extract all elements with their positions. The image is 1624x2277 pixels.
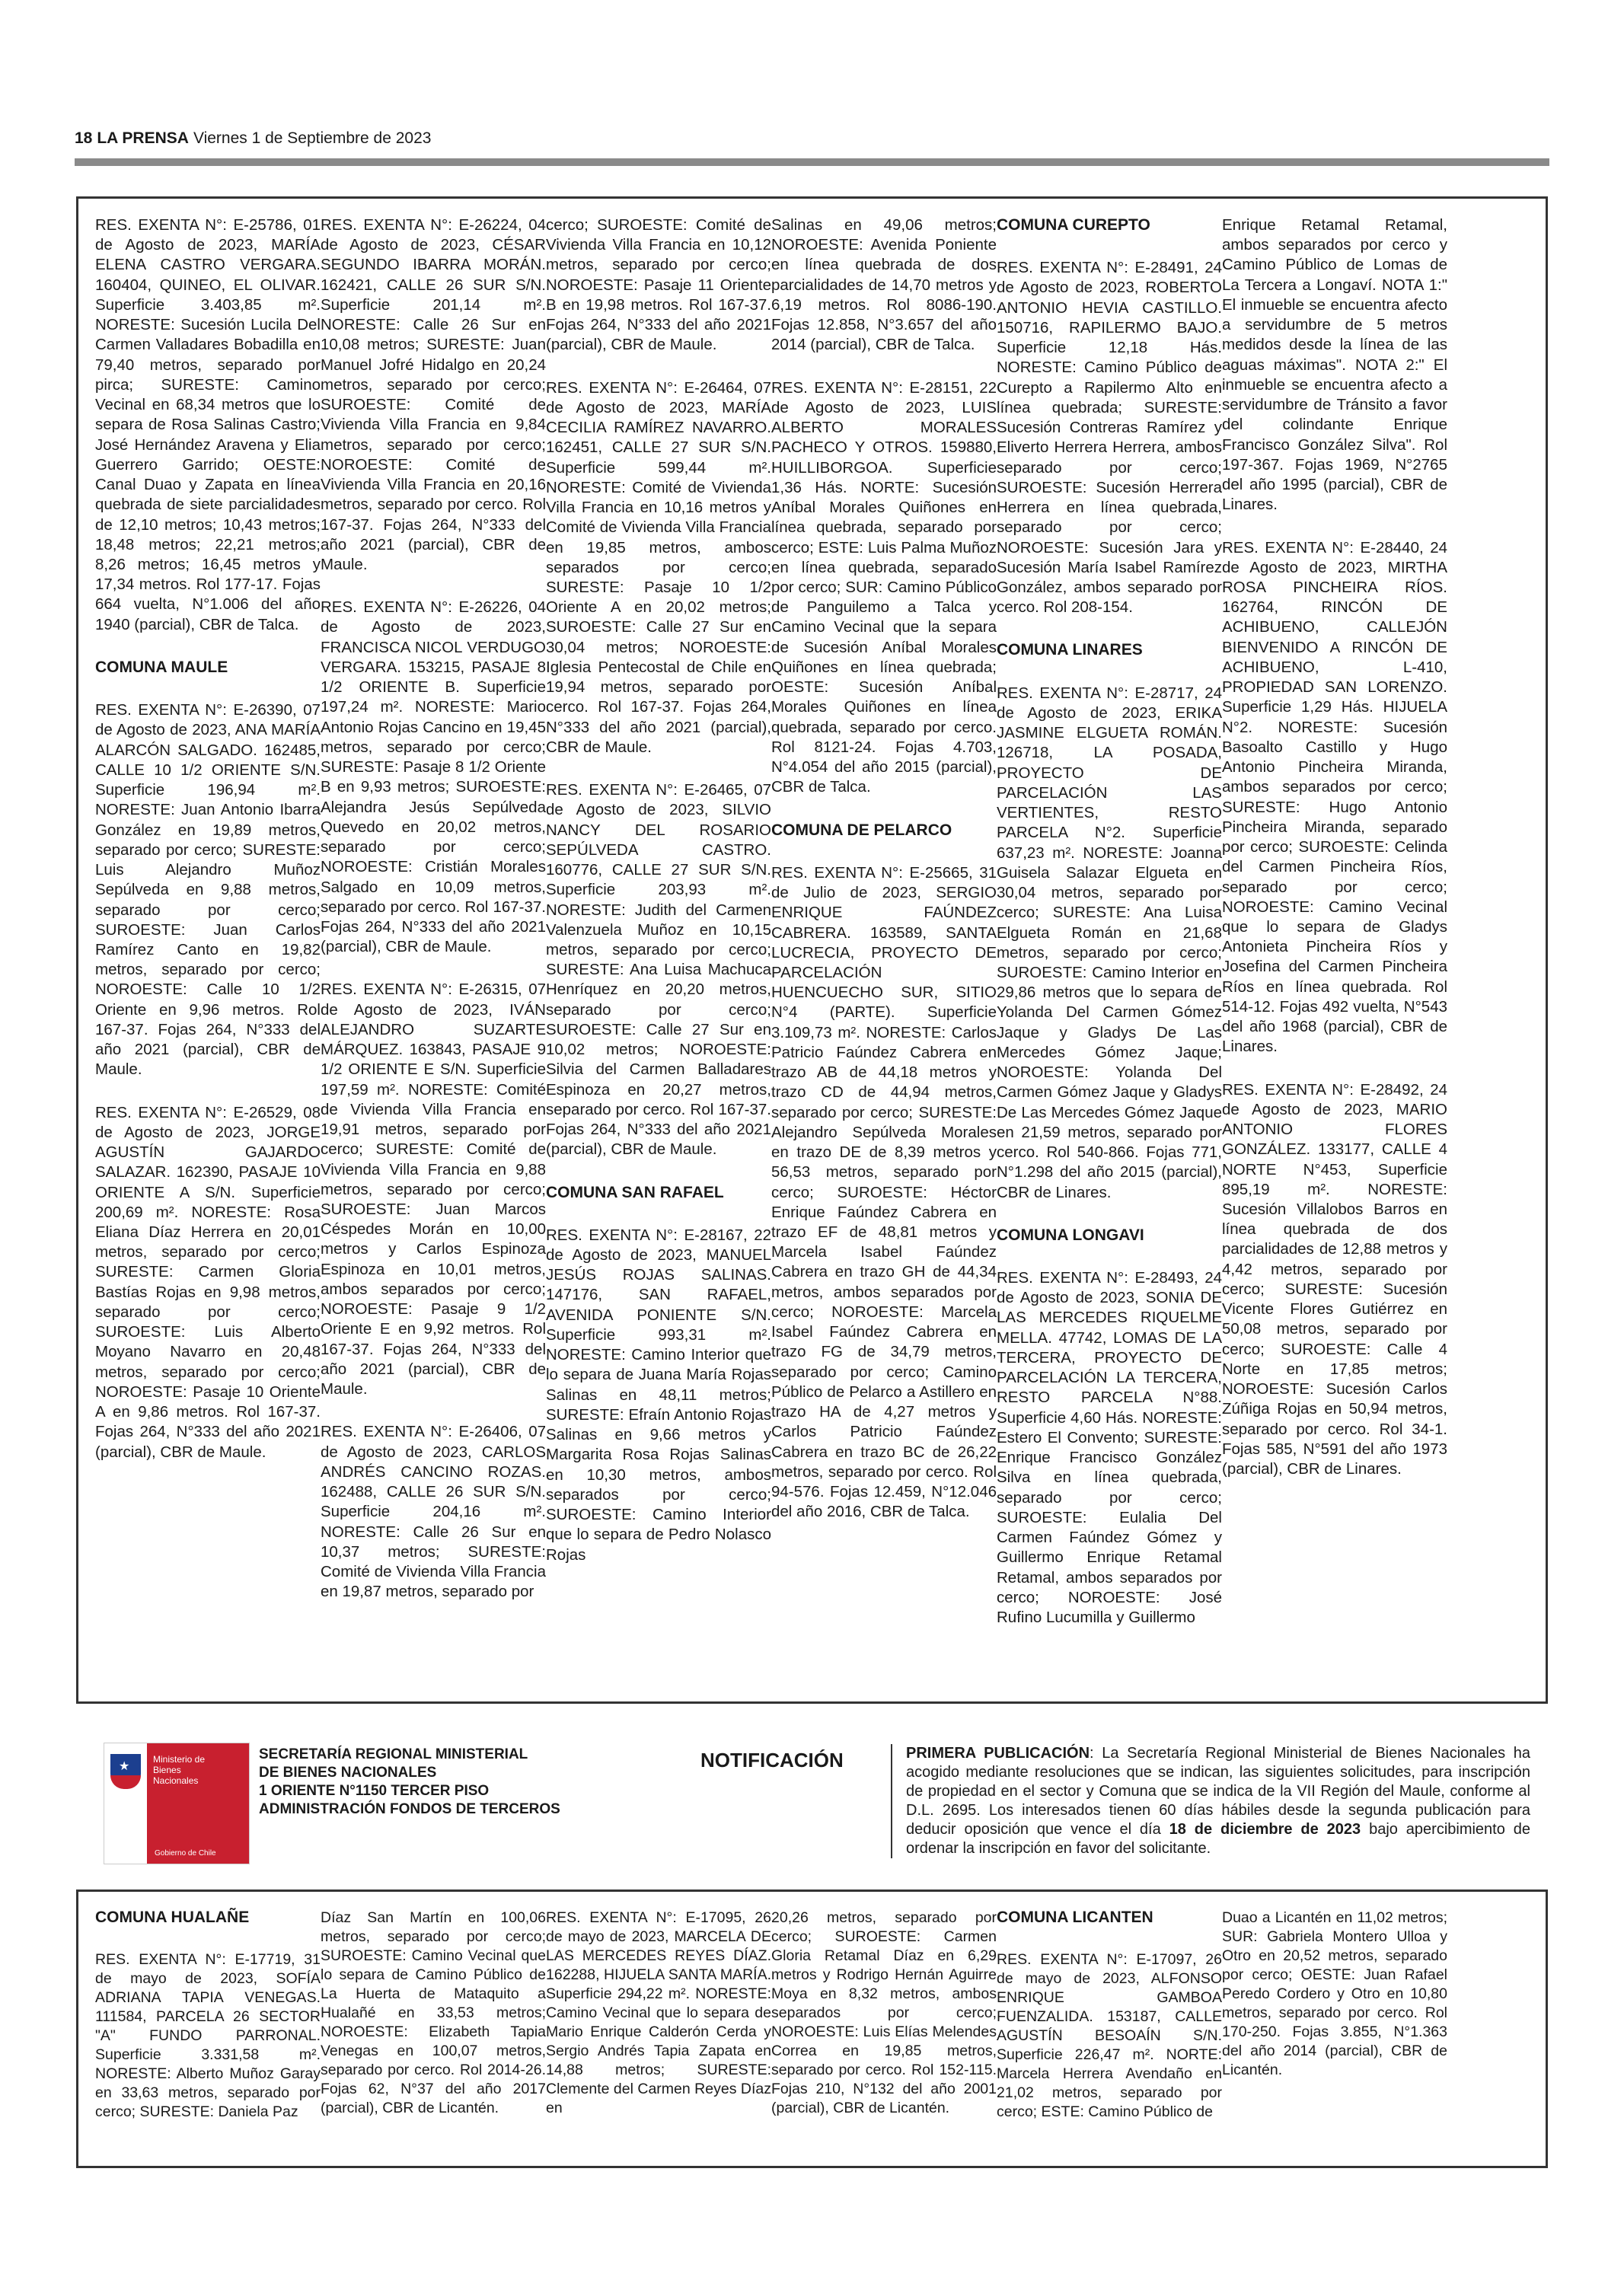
publication-label: PRIMERA PUBLICACIÓN (906, 1745, 1090, 1762)
notice-column (771, 1909, 997, 2140)
notification-banner (76, 1733, 1548, 1875)
notice-paragraph: RES. EXENTA N°: E-28167, 22 de Agosto de 2023, MANUEL JESÚS ROJAS SALINAS. 147176, SAN RAFAEL, AVENIDA PONIENTE S/N. Superficie 993,31 m². NORESTE: Camino Interior que lo separa de Juana María Rojas Salinas en 48,11 metros; SURESTE: Efraín Antonio Rojas Salinas en 9,66 metros y Margarita Rosa Rojas Salinas en 10,30 metros, ambos separados por cerco; SUROESTE: Camino Interior que lo separa de Pedro Nolasco Rojas (546, 1226, 771, 1564)
notice-column (95, 1909, 321, 2145)
notice-paragraph: RES. EXENTA N°: E-26529, 08 de Agosto de 2023, JORGE AGUSTÍN GAJARDO SALAZAR. 162390, PASAJE 10 ORIENTE A S/N. Superficie 200,69 m². NORESTE: Rosa Eliana Díaz Herrera en 20,01 metros, separado por cerco; SURESTE: Carmen Gloria Bastías Rojas en 9,98 metros, separado por cerco; SUROESTE: Luis Alberto Moyano Navarro en 20,48 metros, separado por cerco; NOROESTE: Pasaje 10 Oriente A en 9,86 metros. Rol 167-37. Fojas 264, N°333 del año 2021 (parcial), CBR de Maule. (95, 1103, 321, 1461)
logo-line: Ministerio de (153, 1754, 206, 1765)
notice-column (95, 215, 321, 1485)
notice-column (321, 215, 546, 1625)
notice-paragraph: RES. EXENTA N°: E-28151, 22 de Agosto de 2023, LUIS ALBERTO MORALES PACHECO Y OTROS. 159880, HUILLIBORGOA. Superficie 1,36 Hás. NORTE: Sucesión Aníbal Morales Quiñones en línea quebrada, separado por cerco; ESTE: Luis Palma Muñoz en línea quebrada, separado por cerco; SUR: Camino Público de Panguilemo a Talca y Camino Vecinal que la separa de Sucesión Aníbal Morales Quiñones en línea quebrada; OESTE: Sucesión Aníbal Morales Quiñones en línea quebrada, separado por cerco. Rol 8121-24. Fojas 4.703, N°4.054 del año 2015 (parcial), CBR de Talca. (771, 378, 997, 796)
seremi-line: SECRETARÍA REGIONAL MINISTERIAL (259, 1746, 528, 1762)
seremi-line: DE BIENES NACIONALES (259, 1765, 437, 1781)
notice-paragraph: cerco; SUROESTE: Comité de Vivienda Villa Francia en 10,12 metros, separado por cerco; NOROESTE: Pasaje 11 Oriente B en 19,98 metros. Rol 167-37. Fojas 264, N°333 del año 2021 (parcial), CBR de Maule. (546, 216, 771, 354)
notice-paragraph: RES. EXENTA N°: E-26224, 04 de Agosto de 2023, CÉSAR SEGUNDO IBARRA MORÁN. 162421, CALLE 26 SUR S/N. Superficie 201,14 m². NORESTE: Calle 26 Sur en 10,08 metros; SURESTE: Juan Manuel Jofré Hidalgo en 20,24 metros, separado por cerco; SUROESTE: Comité de Vivienda Villa Francia en 9,84 metros, separado por cerco; NOROESTE: Comité de Vivienda Villa Francia en 20,16 metros, separado por cerco. Rol 167-37. Fojas 264, N°333 del año 2021 (parcial), CBR de Maule. (321, 216, 546, 573)
publication-text: : La Secretaría Regional Ministerial de Bienes Nacionales ha acogido mediante resoluciones que se indican, las siguientes solicitudes, para inscripción de propiedad en el sector y Comuna que se indica de la VII Región del Maule, conforme al D.L. 2695. Los interesados tienen 60 días hábiles desde la segunda publicación para deducir oposición que vence el día (906, 1745, 1530, 1838)
notice-column (546, 215, 771, 1588)
publication-notice (906, 1744, 1530, 1858)
notice-column (997, 215, 1222, 1650)
notice-paragraph: RES. EXENTA N°: E-26465, 07 de Agosto de 2023, SILVIO NANCY DEL ROSARIO SEPÚLVEDA CASTRO. 160776, CALLE 27 SUR S/N. Superficie 203,93 m². NORESTE: Judith del Carmen Valenzuela Muñoz en 10,15 metros, separado por cerco; SURESTE: Ana Luisa Machuca Henríquez en 20,20 metros, separado por cerco; SUROESTE: Calle 27 Sur en 10,02 metros; NOROESTE: Silvia del Carmen Balladares Espinoza en 20,27 metros, separado por cerco. Rol 167-37. Fojas 264, N°333 del año 2021 (parcial), CBR de Maule. (546, 781, 771, 1159)
comuna-heading: COMUNA SAN RAFAEL (546, 1183, 724, 1201)
header-rule (75, 158, 1549, 166)
notice-paragraph: Enrique Retamal Retamal, ambos separados por cerco y Camino Público de Lomas de La Tercera a Longaví. NOTA 1:" El inmueble se encuentra afecto a servidumbre de 5 metros medidos desde la línea de las aguas máximas". NOTA 2:" El inmueble se encuentra afecto a servidumbre de Tránsito a favor del colindante Enrique Francisco González Silva". Rol 197-367. Fojas 1969, N°2765 del año 1995 (parcial), CBR de Linares. (1222, 216, 1447, 514)
seremi-line: ADMINISTRACIÓN FONDOS DE TERCEROS (259, 1801, 560, 1817)
notice-column (546, 1909, 771, 2140)
logo-footer: Gobierno de Chile (155, 1849, 216, 1858)
logo-line: Bienes (153, 1765, 181, 1775)
comuna-heading: COMUNA MAULE (95, 658, 228, 676)
notice-paragraph: RES. EXENTA N°: E-17719, 31 de mayo de 2023, SOFÍA ADRIANA TAPIA VENEGAS. 111584, PARCELA 26 SECTOR "A" FUNDO PARRONAL. Superficie 3.331,58 m². NORESTE: Alberto Muñoz Garay en 33,63 metros, separado por cerco; SURESTE: Daniela Paz (95, 1950, 321, 2120)
newspaper-name: LA PRENSA (97, 129, 189, 147)
chile-shield-icon: ★ (110, 1754, 141, 1789)
notice-column (997, 1909, 1222, 2145)
comuna-heading: COMUNA LINARES (997, 641, 1143, 659)
notice-column (321, 1909, 546, 2140)
seremi-address (259, 1746, 560, 1819)
ministry-logo (104, 1743, 250, 1864)
notification-title: NOTIFICACIÓN (700, 1749, 844, 1772)
notice-paragraph: RES. EXENTA N°: E-17095, 26 de mayo de 2023, MARCELA DE LAS MERCEDES REYES DÍAZ. 162288, HIJUELA SANTA MARÍA. Superficie 294,22 m². NORESTE: Camino Vecinal que lo separa de Mario Enrique Calderón Cerda y Sergio Andrés Tapia Zapata en 14,88 metros; SURESTE: Clemente del Carmen Reyes Díaz en (546, 1909, 771, 2116)
notice-paragraph: Salinas en 49,06 metros; NOROESTE: Avenida Poniente en línea quebrada de dos parcialidades de 14,70 metros y 6,19 metros. Rol 8086-190. Fojas 12.858, N°3.657 del año 2014 (parcial), CBR de Talca. (771, 216, 997, 354)
notice-column (1222, 215, 1447, 1502)
notice-paragraph: RES. EXENTA N°: E-26390, 07 de Agosto de 2023, ANA MARÍA ALARCÓN SALGADO. 162485, CALLE 10 1/2 ORIENTE S/N. Superficie 196,94 m². NORESTE: Juan Antonio Ibarra González en 19,89 metros, separado por cerco; SURESTE: Luis Alejandro Muñoz Sepúlveda en 9,88 metros, separado por cerco; SUROESTE: Juan Carlos Ramírez Canto en 19,82 metros, separado por cerco; NOROESTE: Calle 10 1/2 Oriente en 9,96 metros. Rol 167-37. Fojas 264, N°333 del año 2021 (parcial), CBR de Maule. (95, 701, 321, 1079)
comuna-heading: COMUNA LONGAVI (997, 1226, 1144, 1244)
publication-text-end: bajo apercibimiento de ordenar la inscripción en favor del solicitante. (906, 1821, 1531, 1857)
comuna-heading: COMUNA CUREPTO (997, 216, 1150, 234)
notice-paragraph: Díaz San Martín en 100,06 metros, separado por cerco; SUROESTE: Camino Vecinal que lo separa de Camino Público de La Huerta de Mataquito a Hualañé en 33,53 metros; NOROESTE: Elizabeth Tapia Venegas en 100,07 metros, separado por cerco. Rol 2014-26. Fojas 62, N°37 del año 2017 (parcial), CBR de Licantén. (321, 1909, 546, 2116)
notice-paragraph: RES. EXENTA N°: E-28493, 24 de Agosto de 2023, SONIA DE LAS MERCEDES RIQUELME MELLA. 47742, LOMAS DE LA TERCERA, PROYECTO DE PARCELACIÓN LA TERCERA, RESTO PARCELA N°88. Superficie 4,60 Hás. NORESTE: Estero El Convento; SURESTE: Enrique Francisco González Silva en línea quebrada, separado por cerco; SUROESTE: Eulalia Del Carmen Faúndez Gómez y Guillermo Enrique Retamal Retamal, ambos separados por cerco; NOROESTE: José Rufino Lucumilla y Guillermo (997, 1269, 1222, 1626)
notice-paragraph: RES. EXENTA N°: E-26226, 04 de Agosto de 2023, FRANCISCA NICOL VERDUGO VERGARA. 153215, PASAJE 8 1/2 ORIENTE B. Superficie 197,24 m². NORESTE: Mario Antonio Rojas Cancino en 19,45 metros, separado por cerco; SURESTE: Pasaje 8 1/2 Oriente B en 9,93 metros; SUROESTE: Alejandra Jesús Sepúlveda Quevedo en 20,02 metros, separado por cerco; NOROESTE: Cristián Morales Salgado en 10,09 metros, separado por cerco. Rol 167-37. Fojas 264, N°333 del año 2021 (parcial), CBR de Maule. (321, 598, 546, 956)
notice-paragraph: RES. EXENTA N°: E-25665, 31 de Julio de 2023, SERGIO ENRIQUE FAÚNDEZ CABRERA. 163589, SANTA LUCRECIA, PROYECTO DE PARCELACIÓN HUENCUECHO SUR, SITIO N°4 (PARTE). Superficie 3.109,73 m². NORESTE: Carlos Patricio Faúndez Cabrera en trazo AB de 44,18 metros y trazo CD de 44,94 metros, separado por cerco; SURESTE: Alejandro Sepúlveda Morales en trazo DE de 8,39 metros y 56,53 metros, separado por cerco; SUROESTE: Héctor Enrique Faúndez Cabrera en trazo EF de 48,81 metros y Marcela Isabel Faúndez Cabrera en trazo GH de 44,34 metros, ambos separados por cerco; NOROESTE: Marcela Isabel Faúndez Cabrera en trazo FG de 34,79 metros, separado por cerco; Camino Público de Pelarco a Astillero en trazo HA de 4,27 metros y Carlos Patricio Faúndez Cabrera en trazo BC de 26,22 metros, separado por cerco. Rol 94-576. Fojas 12.459, N°12.046 del año 2016, CBR de Talca. (771, 863, 997, 1521)
page-header (75, 129, 431, 148)
notice-paragraph: RES. EXENTA N°: E-28440, 24 de Agosto de 2023, MIRTHA ROSA PINCHEIRA RÍOS. 162764, RINCÓN DE ACHIBUENO, CALLEJÓN BIENVENIDO A RINCÓN DE ACHIBUENO, L-410, PROPIEDAD SAN LORENZO. Superficie 1,29 Hás. HIJUELA N°2. NORESTE: Sucesión Basoalto Castillo y Hugo Antonio Pincheira Miranda, ambos separados por cerco; SURESTE: Hugo Antonio Pincheira Miranda, separado por cerco; SUROESTE: Celinda del Carmen Pincheira Ríos, separado por cerco; NOROESTE: Camino Vecinal que lo separa de Gladys Antonieta Pincheira Ríos y Josefina del Carmen Pincheira Ríos en línea quebrada. Rol 514-12. Fojas 492 vuelta, N°543 del año 1968 (parcial), CBR de Linares. (1222, 538, 1447, 1056)
issue-date: Viernes 1 de Septiembre de 2023 (193, 129, 432, 147)
comuna-heading: COMUNA DE PELARCO (771, 821, 952, 839)
logo-line: Nacionales (153, 1775, 199, 1786)
notice-paragraph: RES. EXENTA N°: E-28491, 24 de Agosto de 2023, ROBERTO ANTONIO HEVIA CASTILLO. 150716, RAPILERMO BAJO. Superficie 12,18 Hás. NORESTE: Camino Público de Curepto a Rapilermo Alto en línea quebrada; SURESTE: Sucesión Contreras Ramírez y Eliverto Herrera Herrera, ambos separado por cerco; SUROESTE: Sucesión Herrera Herrera en línea quebrada, separado por cerco; NOROESTE: Sucesión Jara y Sucesión María Isabel Ramírez González, ambos separado por cerco. Rol 208-154. (997, 259, 1222, 617)
notice-column (1222, 1909, 1447, 2103)
page-number: 18 (75, 129, 93, 147)
notice-paragraph: RES. EXENTA N°: E-28717, 24 de Agosto de 2023, ERIKA JASMINE ELGUETA ROMÁN. 126718, LA POSADA, PROYECTO DE PARCELACIÓN LAS VERTIENTES, RESTO PARCELA N°2. Superficie 637,23 m². NORESTE: Joanna Guisela Salazar Elgueta en 30,04 metros, separado por cerco; SURESTE: Ana Luisa Elgueta Román en 21,68 metros, separado por cerco; SUROESTE: Camino Interior en 29,86 metros que lo separa de Yolanda Del Carmen Gómez Jaque y Gladys De Las Mercedes Gómez Jaque; NOROESTE: Yolanda Del Carmen Gómez Jaque y Gladys De Las Mercedes Gómez Jaque en 21,59 metros, separado por cerco. Rol 540-866. Fojas 771, N°1.298 del año 2015 (parcial), CBR de Linares. (997, 684, 1222, 1201)
notice-paragraph: RES. EXENTA N°: E-26315, 07 de Agosto de 2023, IVÁN ALEJANDRO SUZARTE MÁRQUEZ. 163843, PASAJE 9 1/2 ORIENTE E S/N. Superficie 197,59 m². NORESTE: Comité de Vivienda Villa Francia en 19,91 metros, separado por cerco; SURESTE: Comité de Vivienda Villa Francia en 9,88 metros, separado por cerco; SUROESTE: Juan Marcos Céspedes Morán en 10,00 metros y Carlos Espinoza Espinoza en 10,01 metros, ambos separados por cerco; NOROESTE: Pasaje 9 1/2 Oriente E en 9,92 metros. Rol 167-37. Fojas 264, N°333 del año 2021 (parcial), CBR de Maule. (321, 981, 546, 1398)
notices-box-bottom (76, 1890, 1548, 2168)
seremi-line: 1 ORIENTE N°1150 TERCER PISO (259, 1783, 490, 1799)
banner-divider (891, 1744, 892, 1858)
notice-paragraph: RES. EXENTA N°: E-28492, 24 de Agosto de 2023, MARIO ANTONIO FLORES GONZÁLEZ. 133177, CALLE 4 NORTE N°453, Superficie 895,19 m². NORESTE: Sucesión Villalobos Barros en línea quebrada de dos parcialidades de 12,88 metros y 4,42 metros, separado por cerco; SURESTE: Sucesión Vicente Flores Gutiérrez en 50,08 metros, separado por cerco; SUROESTE: Calle 4 Norte en 17,85 metros; NOROESTE: Sucesión Carlos Zúñiga Rojas en 50,94 metros, separado por cerco. Rol 34-1. Fojas 585, N°591 del año 1973 (parcial), CBR de Linares. (1222, 1080, 1447, 1478)
notice-paragraph: RES. EXENTA N°: E-17097, 26 de mayo de 2023, ALFONSO ENRIQUE GAMBOA FUENZALIDA. 153187, CALLE AGUSTÍN BESOAÍN S/N. Superficie 226,47 m². NORTE: Marcela Herrera Avendaño en 21,02 metros, separado por cerco; ESTE: Camino Público de (997, 1950, 1222, 2120)
comuna-heading: COMUNA LICANTEN (997, 1909, 1153, 1926)
notices-box-top (76, 196, 1548, 1704)
notice-paragraph: RES. EXENTA N°: E-26406, 07 de Agosto de 2023, CARLOS ANDRÉS CANCINO ROZAS. 162488, CALLE 26 SUR S/N. Superficie 204,16 m². NORESTE: Calle 26 Sur en 10,37 metros; SURESTE: Comité de Vivienda Villa Francia en 19,87 metros, separado por (321, 1423, 546, 1601)
notice-paragraph: RES. EXENTA N°: E-25786, 01 de Agosto de 2023, MARÍA ELENA CASTRO VERGARA. 160404, QUINEO, EL OLIVAR. Superficie 3.403,85 m². NORESTE: Sucesión Lucila Del Carmen Valladares Bobadilla en 79,40 metros, separado por pirca; SURESTE: Camino Vecinal en 68,34 metros que lo separa de Rosa Salinas Castro; José Hernández Aravena y Elia Guerrero Garrido; OESTE: Canal Duao y Zapata en línea quebrada de siete parcialidades de 12,10 metros; 10,43 metros; 18,48 metros; 22,21 metros; 8,26 metros; 16,45 metros y 17,34 metros. Rol 177-17. Fojas 664 vuelta, N°1.006 del año 1940 (parcial), CBR de Talca. (95, 216, 321, 633)
notice-paragraph: RES. EXENTA N°: E-26464, 07 de Agosto de 2023, MARÍA CECILIA RAMÍREZ NAVARRO. 162451, CALLE 27 SUR S/N. Superficie 599,44 m². NORESTE: Comité de Vivienda Villa Francia en 10,16 metros y Comité de Vivienda Villa Francia en 19,85 metros, ambos separados por cerco; SURESTE: Pasaje 10 1/2 Oriente A en 20,02 metros; SUROESTE: Calle 27 Sur en 30,04 metros; NOROESTE: Iglesia Pentecostal de Chile en 19,94 metros, separado por cerco. Rol 167-37. Fojas 264, N°333 del año 2021 (parcial), CBR de Maule. (546, 378, 771, 756)
notice-paragraph: 20,26 metros, separado por cerco; SUROESTE: Carmen Gloria Retamal Díaz en 6,29 metros y Rodrigo Hernán Aguirre Moya en 8,32 metros, ambos separados por cerco; NOROESTE: Luis Elías Melendes Correa en 19,85 metros, separado por cerco. Rol 152-115. Fojas 210, N°132 del año 2001 (parcial), CBR de Licantén. (771, 1909, 997, 2116)
comuna-heading: COMUNA HUALAÑE (95, 1909, 250, 1926)
notice-paragraph: Duao a Licantén en 11,02 metros; SUR: Gabriela Montero Ulloa y Otro en 20,52 metros, separado por cerco; OESTE: Juan Rafael Peredo Cordero y Otro en 10,80 metros, separado por cerco. Rol 170-250. Fojas 3.855, N°1.363 del año 2014 (parcial), CBR de Licantén. (1222, 1909, 1447, 2078)
notice-column (771, 215, 997, 1545)
publication-deadline: 18 de diciembre de 2023 (1169, 1821, 1361, 1838)
